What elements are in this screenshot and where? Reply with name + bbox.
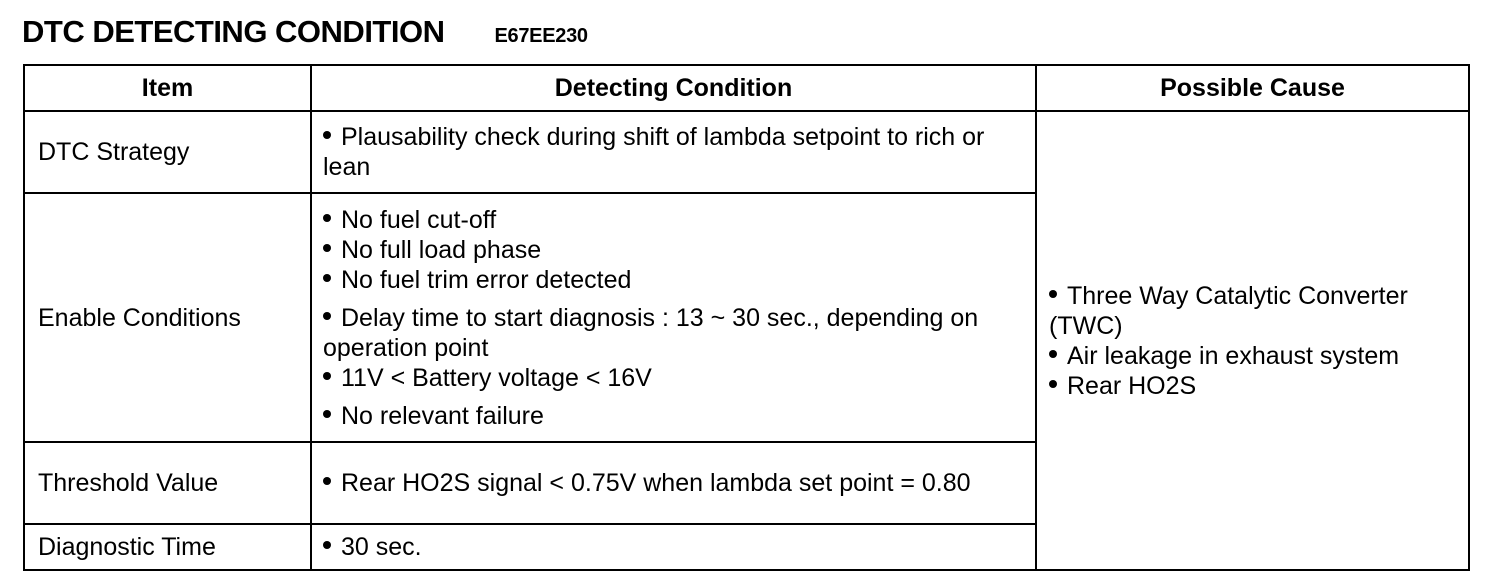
item-dtc-strategy: DTC Strategy [24, 111, 311, 193]
condition-bullet [323, 363, 1025, 393]
bullet-dot-icon [323, 244, 331, 252]
header-item: Item [24, 65, 311, 111]
bullet-dot-icon [323, 477, 331, 485]
condition-bullet [323, 205, 1025, 235]
bullet-dot-icon [1049, 380, 1057, 388]
item-diagnostic-time: Diagnostic Time [24, 524, 311, 570]
table-row [24, 111, 1469, 193]
condition-bullet [323, 401, 1025, 431]
cause-bullet [1049, 341, 1458, 371]
cause-text: Air leakage in exhaust system [1067, 341, 1400, 370]
condition-text: No full load phase [341, 235, 542, 264]
table-header-row [24, 65, 1469, 111]
condition-bullet [323, 122, 1025, 182]
bullet-dot-icon [1049, 290, 1057, 298]
document-code: E67EE230 [494, 25, 588, 47]
header-possible-cause: Possible Cause [1036, 65, 1469, 111]
bullet-dot-icon [323, 312, 331, 320]
condition-text: Rear HO2S signal < 0.75V when lambda set point = 0.80 [341, 469, 971, 497]
header-detecting-condition: Detecting Condition [311, 65, 1036, 111]
condition-text: Plausability check during shift of lambda setpoint to rich or lean [323, 123, 985, 181]
condition-bullet [323, 532, 1025, 562]
cause-text: Three Way Catalytic Converter (TWC) [1049, 281, 1408, 340]
page-title: DTC DETECTING CONDITION [22, 14, 445, 49]
condition-text: No fuel cut-off [341, 205, 497, 234]
condition-cell [311, 111, 1036, 193]
condition-bullet [323, 235, 1025, 265]
condition-text: Delay time to start diagnosis : 13 ~ 30 sec., depending on operation point [323, 303, 979, 362]
condition-bullet [323, 468, 1025, 498]
condition-cell [311, 193, 1036, 442]
bullet-dot-icon [323, 410, 331, 418]
item-enable-conditions: Enable Conditions [24, 193, 311, 442]
bullet-dot-icon [323, 131, 331, 139]
bullet-dot-icon [323, 372, 331, 380]
condition-bullet [323, 265, 1025, 295]
condition-text: No relevant failure [341, 401, 544, 430]
condition-text: 30 sec. [341, 533, 422, 561]
bullet-dot-icon [323, 214, 331, 222]
bullet-dot-icon [323, 274, 331, 282]
bullet-dot-icon [323, 541, 331, 549]
cause-text: Rear HO2S [1067, 371, 1197, 400]
bullet-dot-icon [1049, 350, 1057, 358]
dtc-condition-table [23, 64, 1470, 571]
item-threshold-value: Threshold Value [24, 442, 311, 524]
condition-cell [311, 442, 1036, 524]
page-heading [22, 14, 588, 54]
condition-bullet [323, 303, 1025, 363]
condition-text: 11V < Battery voltage < 16V [341, 363, 652, 392]
condition-text: No fuel trim error detected [341, 265, 632, 294]
condition-cell [311, 524, 1036, 570]
possible-cause-cell [1036, 111, 1469, 570]
cause-bullet [1049, 281, 1458, 341]
cause-bullet [1049, 371, 1458, 401]
